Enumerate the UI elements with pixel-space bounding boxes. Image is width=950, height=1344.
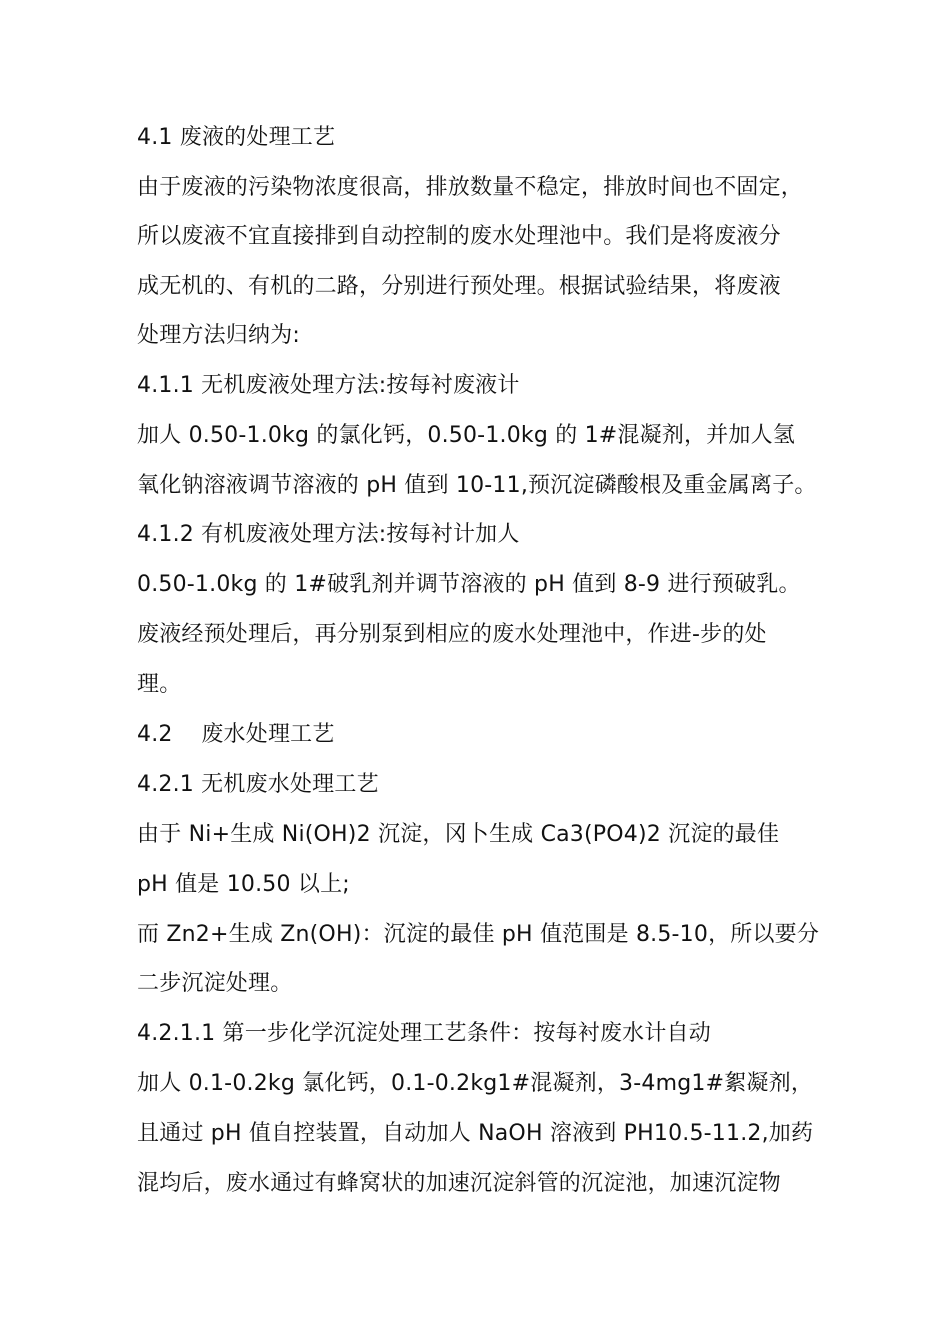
heading-4-2-1-1: 4.2.1.1 第一步化学沉淀处理工艺条件：按每衬废水计自动 [137,1021,711,1046]
heading-4-1-2: 4.1.2 有机废液处理方法:按每衬计加人 [137,522,520,547]
paragraph-line: 加人 0.50-1.0kg 的氯化钙，0.50-1.0kg 的 1#混凝剂，并加人氢 [137,423,796,448]
paragraph-line: 氧化钠溶液调节溶液的 pH 值到 10-11,预沉淀磷酸根及重金属离子。 [137,473,817,498]
paragraph-line: 而 Zn2+生成 Zn(OH)：沉淀的最佳 pH 值范围是 8.5-10，所以要分 [137,922,820,947]
paragraph-line: 由于废液的污染物浓度很高，排放数量不稳定，排放时间也不固定， [137,175,804,200]
paragraph-line: 加人 0.1-0.2kg 氯化钙，0.1-0.2kg1#混凝剂，3-4mg1#絮凝剂， [137,1071,814,1096]
heading-4-1: 4.1 废液的处理工艺 [137,125,336,150]
heading-4-2: 4.2 废水处理工艺 [137,722,335,747]
paragraph-line: 混均后，废水通过有蜂窝状的加速沉淀斜管的沉淀池，加速沉淀物 [137,1171,781,1196]
paragraph-line: 二步沉淀处理。 [137,971,293,996]
paragraph-line: 0.50-1.0kg 的 1#破乳剂并调节溶液的 pH 值到 8-9 进行预破乳。 [137,572,801,597]
paragraph-line: 且通过 pH 值自控装置，自动加人 NaOH 溶液到 PH10.5-11.2,加药 [137,1121,814,1146]
paragraph-line: pH 值是 10.50 以上; [137,872,350,897]
paragraph-line: 废液经预处理后，再分别泵到相应的废水处理池中，作进-步的处 [137,622,767,647]
paragraph-line: 所以废液不宜直接排到自动控制的废水处理池中。我们是将废液分 [137,224,781,249]
heading-4-1-1: 4.1.1 无机废液处理方法:按每衬废液计 [137,373,520,398]
paragraph-line: 由于 Ni+生成 Ni(OH)2 沉淀，冈卜生成 Ca3(PO4)2 沉淀的最佳 [137,822,780,847]
paragraph-line: 成无机的、有机的二路，分别进行预处理。根据试验结果，将废液 [137,274,781,299]
heading-4-2-1: 4.2.1 无机废水处理工艺 [137,772,379,797]
paragraph-line: 理。 [137,672,182,697]
paragraph-line: 处理方法归纳为: [137,323,301,348]
